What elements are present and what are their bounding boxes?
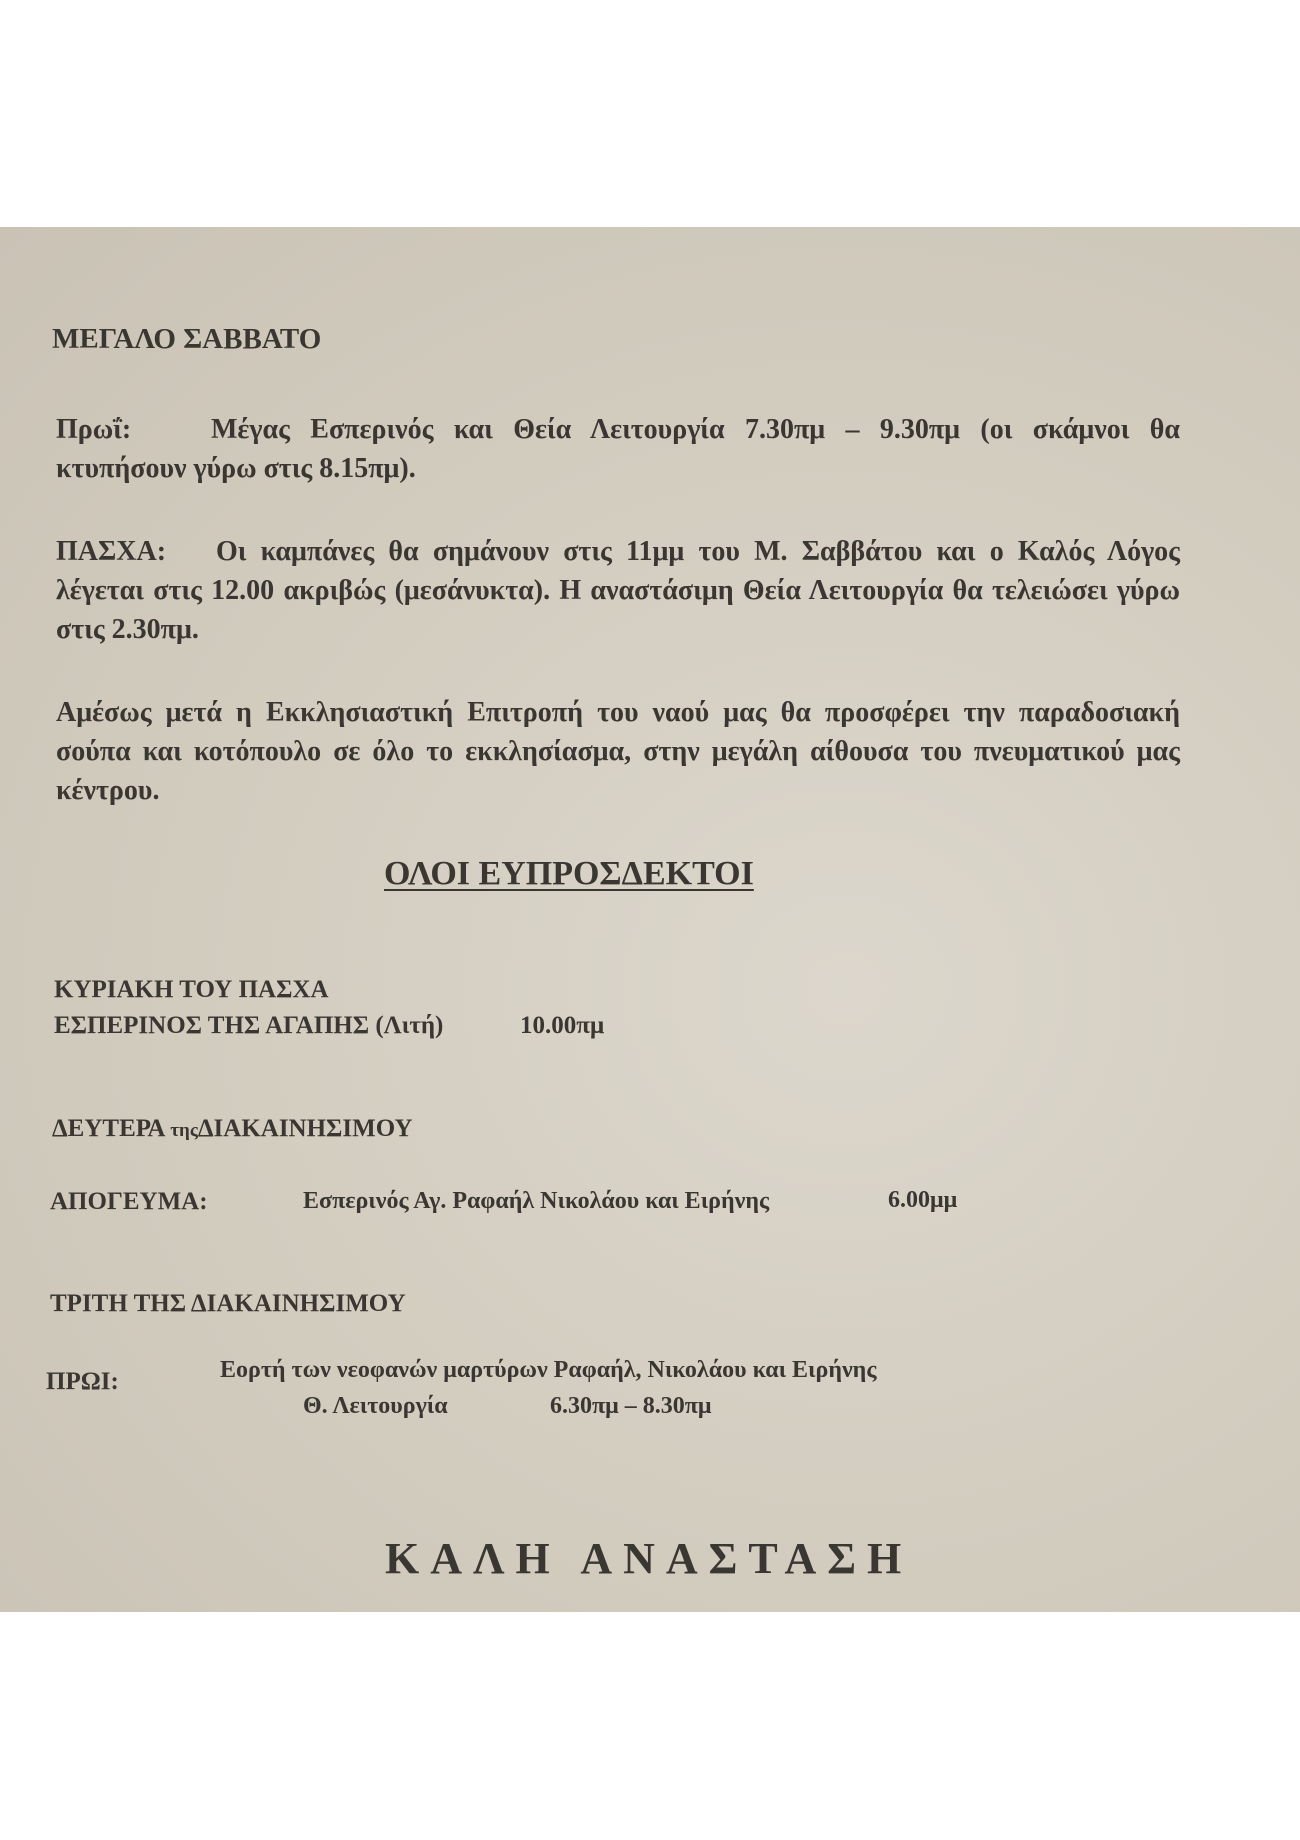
morning-paragraph: [56, 410, 1180, 488]
tuesday-line2: Θ. Λειτουργία: [303, 1393, 448, 1419]
welcome-heading: ΟΛΟΙ ΕΥΠΡΟΣΔΕΚΤΟΙ: [384, 855, 754, 892]
notice-sheet: [0, 227, 1300, 1612]
monday-time: 6.00μμ: [888, 1187, 958, 1213]
sunday-heading: ΚΥΡΙΑΚΗ ΤΟΥ ΠΑΣΧΑ: [54, 976, 329, 1003]
monday-label: ΑΠΟΓΕΥΜΑ:: [50, 1188, 208, 1215]
notice-title: ΜΕΓΑΛΟ ΣΑΒΒΑΤΟ: [52, 323, 322, 355]
morning-text: Μέγας Εσπερινός και Θεία Λειτουργία 7.30πμ – 9.30πμ (οι σκάμνοι θα κτυπήσουν γύρω στις 8.15πμ).: [56, 414, 1180, 484]
sunday-service: ΕΣΠΕΡΙΝΟΣ ΤΗΣ ΑΓΑΠΗΣ (Λιτή): [54, 1012, 444, 1039]
sunday-time: 10.00πμ: [520, 1012, 605, 1039]
pascha-text: Οι καμπάνες θα σημάνουν στις 11μμ του Μ. Σαββάτου και ο Καλός Λόγος λέγεται στις 12.00 ακριβώς (μεσάνυκτα). Η αναστάσιμη Θεία Λειτουργία θα τελειώσει γύρω στις 2.30πμ.: [56, 536, 1180, 645]
monday-heading-end: ΔΙΑΚΑΙΝΗΣΙΜΟΥ: [197, 1115, 413, 1142]
monday-heading-main: ΔΕΥΤΕΡΑ: [52, 1115, 165, 1142]
pascha-paragraph: [56, 532, 1180, 649]
after-paragraph: Αμέσως μετά η Εκκλησιαστική Επιτροπή του ναού μας θα προσφέρει την παραδοσιακή σούπα και κοτόπουλο σε όλο το εκκλησίασμα, στην μεγάλη αίθουσα του πνευματικού μας κέντρου.: [56, 697, 1180, 806]
pascha-label: ΠΑΣΧΑ:: [56, 536, 167, 567]
tuesday-time: 6.30πμ – 8.30πμ: [550, 1393, 712, 1419]
tuesday-line1: Εορτή των νεοφανών μαρτύρων Ραφαήλ, Νικολάου και Ειρήνης: [220, 1357, 877, 1383]
morning-label: Πρωΐ:: [56, 414, 132, 445]
tuesday-label: ΠΡΩΙ:: [46, 1368, 119, 1395]
tuesday-heading: ΤΡΙΤΗ ΤΗΣ ΔΙΑΚΑΙΝΗΣΙΜΟΥ: [50, 1290, 406, 1317]
monday-heading: [52, 1115, 413, 1143]
closing-greeting: ΚΑΛΗ ΑΝΑΣΤΑΣΗ: [385, 1534, 913, 1583]
monday-service: Εσπερινός Αγ. Ραφαήλ Νικολάου και Ειρήνης: [303, 1188, 770, 1214]
monday-heading-small: της: [170, 1120, 198, 1141]
